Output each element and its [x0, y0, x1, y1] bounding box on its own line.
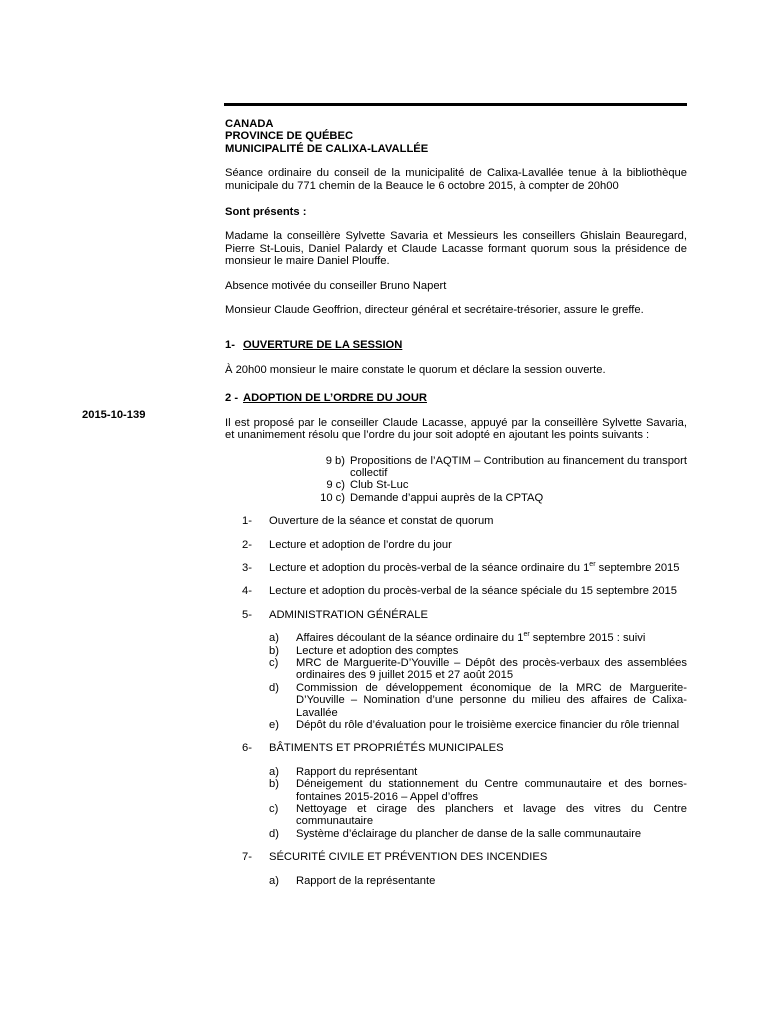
sub-text: Lecture et adoption des comptes	[296, 644, 459, 657]
agenda-text-part: septembre 2015	[595, 561, 680, 574]
list-item	[314, 455, 687, 480]
section-1-heading	[225, 339, 687, 351]
top-rule	[224, 103, 687, 106]
agenda-item	[242, 539, 687, 551]
agenda-text: Ouverture de la séance et constat de quorum	[269, 515, 494, 528]
agenda-item	[242, 562, 687, 574]
absence-paragraph: Absence motivée du conseiller Bruno Napert	[225, 279, 447, 292]
list-item	[269, 803, 687, 828]
sub-key: d)	[269, 827, 279, 840]
header-municipality: MUNICIPALITÉ DE CALIXA-LAVALLÉE	[225, 142, 429, 155]
section-2-text: Il est proposé par le conseiller Claude Lacasse, appuyé par la conseillère Sylvette Savaria, et unanimement résolu que l’ordre du jour soit adopté en ajoutant les points suivants :	[225, 416, 687, 442]
agenda-text: Lecture et adoption du procès-verbal de la séance spéciale du 15 septembre 2015	[269, 585, 677, 598]
list-item	[269, 828, 687, 840]
agenda-number: 4-	[242, 585, 252, 598]
ordinal-suffix: er	[523, 631, 530, 639]
sub-text: MRC de Marguerite-D’Youville – Dépôt des procès-verbaux des assemblées ordinaires des 9 juillet 2015 et 27 août 2015	[296, 656, 687, 682]
minutes-body	[225, 118, 687, 887]
list-item	[314, 492, 687, 504]
list-item	[314, 479, 687, 491]
sub-key: a)	[269, 632, 279, 645]
section-2-heading	[225, 392, 687, 404]
agenda-number: 1-	[242, 515, 252, 528]
presents-paragraph: Madame la conseillère Sylvette Savaria et Messieurs les conseillers Ghislain Beauregard, Pierre St-Louis, Daniel Palardy et Claude Lacasse formant quorum sous la présidence de monsieur le maire Daniel Plouffe.	[225, 230, 687, 268]
section-1-text: À 20h00 monsieur le maire constate le quorum et déclare la session ouverte.	[225, 363, 606, 376]
sub-key: c)	[269, 803, 279, 816]
added-point-text: Demande d’appui auprès de la CPTAQ	[350, 491, 544, 504]
sub-text: Déneigement du stationnement du Centre communautaire et des bornes-fontaines 2015-2016 – Appel d’offres	[296, 778, 687, 803]
list-item	[269, 682, 687, 719]
agenda-text: Lecture et adoption de l’ordre du jour	[269, 538, 452, 551]
added-point-key: 9 b)	[325, 454, 345, 467]
sub-key: c)	[269, 656, 279, 669]
agenda-sublist	[269, 766, 687, 840]
agenda-text: BÂTIMENTS ET PROPRIÉTÉS MUNICIPALES	[269, 742, 504, 755]
resolution-number: 2015-10-139	[82, 409, 146, 421]
sub-text-part: Affaires découlant de la séance ordinaire du 1	[296, 632, 524, 645]
header-province: PROVINCE DE QUÉBEC	[225, 130, 354, 143]
agenda-item	[242, 742, 687, 754]
sub-text: Rapport du représentant	[296, 765, 418, 778]
agenda-text	[269, 562, 687, 574]
added-points-list	[314, 455, 687, 505]
added-point-text: Propositions de l’AQTIM – Contribution au financement du transport collectif	[350, 454, 687, 479]
header-block	[225, 118, 687, 155]
sub-text: Commission de développement économique de la MRC de Marguerite-D’Youville – Nomination d’une personne du milieu des affaires de Calixa-Lavallée	[296, 681, 687, 719]
agenda-number: 5-	[242, 608, 252, 621]
list-item	[269, 875, 687, 887]
list-item	[269, 719, 687, 731]
added-point-key: 9 c)	[326, 479, 345, 492]
list-item	[269, 766, 687, 778]
sub-key: d)	[269, 681, 279, 694]
added-point-key: 10 c)	[320, 491, 345, 504]
sub-key: b)	[269, 644, 279, 657]
agenda-item	[242, 585, 687, 597]
agenda-number: 7-	[242, 851, 252, 864]
agenda-list	[242, 515, 687, 887]
section-1-title: OUVERTURE DE LA SESSION	[243, 339, 403, 352]
sub-key: b)	[269, 778, 279, 791]
agenda-text-part: Lecture et adoption du procès-verbal de la séance ordinaire du 1	[269, 561, 590, 574]
secretary-paragraph: Monsieur Claude Geoffrion, directeur général et secrétaire-trésorier, assure le greffe.	[225, 304, 644, 317]
agenda-item	[242, 851, 687, 863]
intro-paragraph: Séance ordinaire du conseil de la municipalité de Calixa-Lavallée tenue à la bibliothèque municipale du 771 chemin de la Beauce le 6 octobre 2015, à compter de 20h00	[225, 167, 687, 192]
agenda-sublist	[269, 875, 687, 887]
ordinal-suffix: er	[589, 560, 596, 568]
agenda-text: ADMINISTRATION GÉNÉRALE	[269, 608, 428, 621]
agenda-text: SÉCURITÉ CIVILE ET PRÉVENTION DES INCENDIES	[269, 851, 548, 864]
header-country: CANADA	[225, 118, 274, 130]
sub-text-part: septembre 2015 : suivi	[529, 632, 646, 645]
section-2-number: 2 -	[225, 392, 239, 405]
list-item	[269, 778, 687, 803]
list-item	[269, 657, 687, 682]
agenda-number: 3-	[242, 561, 252, 574]
sub-text	[296, 632, 687, 644]
list-item	[269, 645, 687, 657]
sub-text: Système d’éclairage du plancher de danse de la salle communautaire	[296, 827, 642, 840]
list-item	[269, 632, 687, 644]
section-1-number: 1-	[225, 339, 235, 352]
agenda-item	[242, 609, 687, 621]
sub-text: Dépôt du rôle d’évaluation pour le troisième exercice financier du rôle triennal	[296, 719, 680, 731]
sub-key: e)	[269, 719, 279, 731]
agenda-sublist	[269, 632, 687, 731]
added-point-text: Club St-Luc	[350, 479, 409, 492]
agenda-number: 2-	[242, 538, 252, 551]
section-2-title: ADOPTION DE L’ORDRE DU JOUR	[243, 392, 427, 405]
agenda-number: 6-	[242, 742, 252, 755]
agenda-item	[242, 515, 687, 527]
sub-key: a)	[269, 874, 279, 887]
sub-text: Rapport de la représentante	[296, 874, 436, 887]
presents-label: Sont présents :	[225, 206, 307, 219]
sub-key: a)	[269, 765, 279, 778]
sub-text: Nettoyage et cirage des planchers et lavage des vitres du Centre communautaire	[296, 803, 687, 828]
